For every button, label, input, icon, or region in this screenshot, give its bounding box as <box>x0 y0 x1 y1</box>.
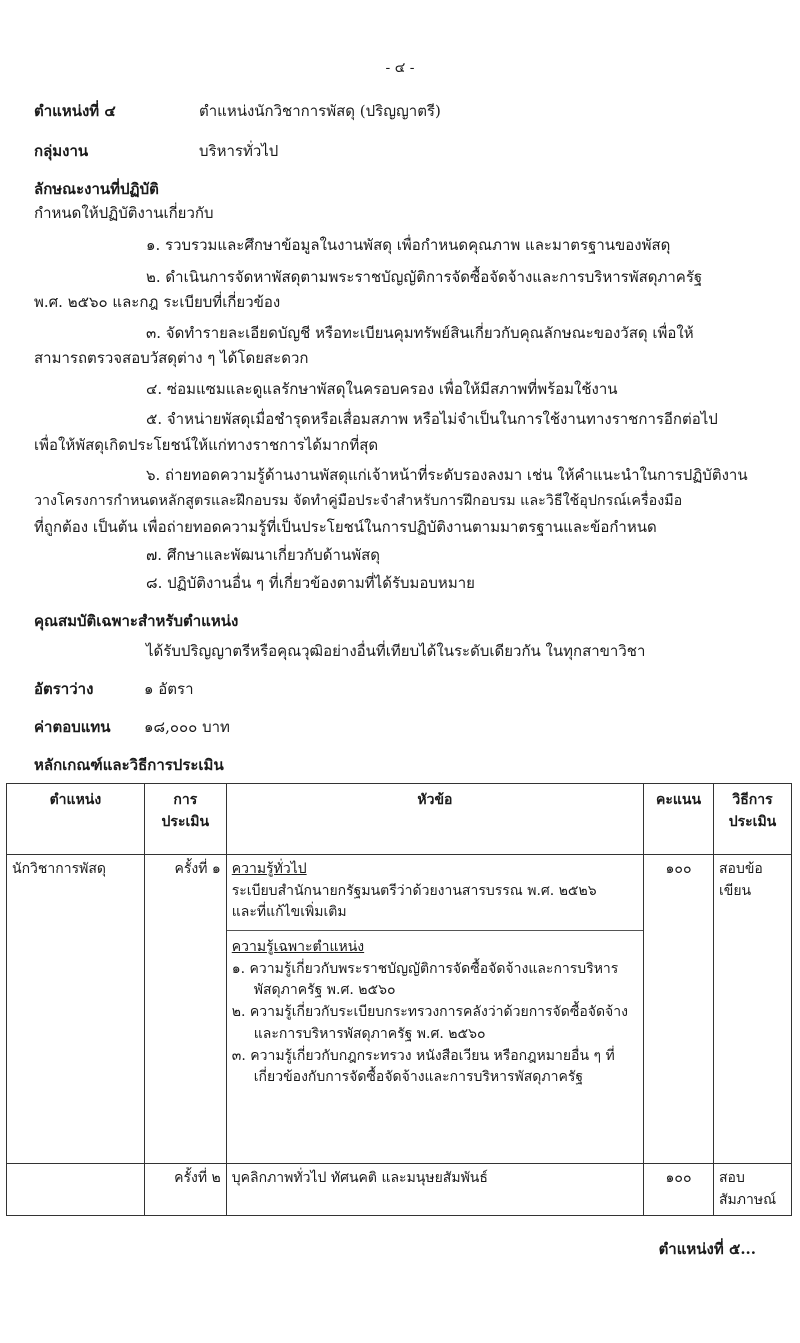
cell-round1: ครั้งที่ ๑ <box>144 855 226 1164</box>
cell-round1-topics <box>226 855 643 1164</box>
cell-round1-method: สอบข้อเขียน <box>714 855 792 1164</box>
page-number: - ๔ - <box>385 60 415 76</box>
table-row <box>7 1164 792 1216</box>
duty-line: ๘. ปฏิบัติงานอื่น ๆ ที่เกี่ยวข้องตามที่ได้รับมอบหมาย <box>146 574 475 592</box>
specific-knowledge-block <box>227 930 643 1089</box>
position-row <box>34 100 441 123</box>
general-knowledge-line: และที่แก้ไขเพิ่มเติม <box>231 904 347 921</box>
duty-line: ๒. ดำเนินการจัดหาพัสดุตามพระราชบัญญัติการจัดซื้อจัดจ้างและการบริหารพัสดุภาครัฐ <box>146 268 703 286</box>
cell-round1-score: ๑๐๐ <box>644 855 714 1164</box>
header-method <box>714 784 792 855</box>
criteria-heading: หลักเกณฑ์และวิธีการประเมิน <box>34 756 224 774</box>
header-score: คะแนน <box>644 784 714 855</box>
duties-intro: กำหนดให้ปฏิบัติงานเกี่ยวกับ <box>34 204 214 222</box>
cell-round2-topic: บุคลิกภาพทั่วไป ทัศนคติ และมนุษยสัมพันธ์ <box>226 1164 643 1216</box>
qualification-text: ได้รับปริญญาตรีหรือคุณวุฒิอย่างอื่นที่เทียบได้ในระดับเดียวกัน ในทุกสาขาวิชา <box>146 642 646 660</box>
general-knowledge-title: ความรู้ทั่วไป <box>231 861 307 877</box>
salary-row <box>34 716 230 739</box>
header-evaluation: การประเมิน <box>144 784 226 855</box>
evaluation-table <box>6 783 792 1216</box>
duties-heading: ลักษณะงานที่ปฏิบัติ <box>34 180 159 198</box>
duty-line: วางโครงการกำหนดหลักสูตรและฝึกอบรม จัดทำคู่มือประจำสำหรับการฝึกอบรม และวิธีใช้อุปกรณ์เครื่องมือ <box>34 493 683 509</box>
duty-line: ๔. ซ่อมแซมและดูแลรักษาพัสดุในครอบครอง เพื่อให้มีสภาพที่พร้อมใช้งาน <box>146 380 618 398</box>
duty-line: เพื่อให้พัสดุเกิดประโยชน์ให้แก่ทางราชการได้มากที่สุด <box>34 436 379 454</box>
cell-round2-score: ๑๐๐ <box>644 1164 714 1216</box>
vacancy-value: ๑ อัตรา <box>144 680 194 698</box>
duty-line: ๗. ศึกษาและพัฒนาเกี่ยวกับด้านพัสดุ <box>146 546 380 564</box>
salary-value: ๑๘,๐๐๐ บาท <box>144 718 230 736</box>
general-knowledge-line: ระเบียบสำนักนายกรัฐมนตรีว่าด้วยงานสารบรรณ พ.ศ. ๒๕๒๖ <box>231 882 597 899</box>
duty-line: พ.ศ. ๒๕๖๐ และกฎ ระเบียบที่เกี่ยวข้อง <box>34 293 281 311</box>
next-page-marker: ตำแหน่งที่ ๕... <box>658 1240 756 1258</box>
specific-knowledge-title: ความรู้เฉพาะตำแหน่ง <box>231 939 365 956</box>
group-label: กลุ่มงาน <box>34 142 89 160</box>
vacancy-label: อัตราว่าง <box>34 680 94 698</box>
position-label: ตำแหน่งที่ ๔ <box>34 102 116 120</box>
duty-line: ๖. ถ่ายทอดความรู้ด้านงานพัสดุแก่เจ้าหน้าที่ระดับรองลงมา เช่น ให้คำแนะนำในการปฏิบัติงาน <box>146 466 748 484</box>
cell-round2-method: สอบสัมภาษณ์ <box>714 1164 792 1216</box>
table-row <box>7 855 792 1164</box>
qualification-heading: คุณสมบัติเฉพาะสำหรับตำแหน่ง <box>34 612 239 630</box>
specific-knowledge-item: ๒. ความรู้เกี่ยวกับระเบียบกระทรวงการคลังว่าด้วยการจัดซื้อจัดจ้างและการบริหารพัสดุภาครัฐ พ.ศ. ๒๕๖๐ <box>231 1004 628 1042</box>
duty-line: ๓. จัดทำรายละเอียดบัญชี หรือทะเบียนคุมทรัพย์สินเกี่ยวกับคุณลักษณะของวัสดุ เพื่อให้ <box>146 324 694 342</box>
cell-round2: ครั้งที่ ๒ <box>144 1164 226 1216</box>
duty-line: ๑. รวบรวมและศึกษาข้อมูลในงานพัสดุ เพื่อกำหนดคุณภาพ และมาตรฐานของพัสดุ <box>146 236 671 254</box>
header-method-line2: ประเมิน <box>728 813 777 830</box>
specific-knowledge-item: ๑. ความรู้เกี่ยวกับพระราชบัญญัติการจัดซื้อจัดจ้างและการบริหารพัสดุภาครัฐ พ.ศ. ๒๕๖๐ <box>231 960 619 999</box>
group-value: บริหารทั่วไป <box>199 142 279 160</box>
header-topic: หัวข้อ <box>226 784 643 855</box>
header-position: ตำแหน่ง <box>7 784 145 855</box>
duty-line: ๕. จำหน่ายพัสดุเมื่อชำรุดหรือเสื่อมสภาพ หรือไม่จำเป็นในการใช้งานทางราชการอีกต่อไป <box>146 410 718 428</box>
specific-knowledge-item: ๓. ความรู้เกี่ยวกับกฎกระทรวง หนังสือเวียน หรือกฎหมายอื่น ๆ ที่เกี่ยวข้องกับการจัดซื้อจัดจ้างและการบริหารพัสดุภาครัฐ <box>231 1047 615 1086</box>
salary-label: ค่าตอบแทน <box>34 718 111 736</box>
vacancy-row <box>34 678 194 701</box>
cell-position: นักวิชาการพัสดุ <box>7 855 145 1164</box>
table-header-row <box>7 784 792 855</box>
position-value: ตำแหน่งนักวิชาการพัสดุ (ปริญญาตรี) <box>199 102 441 120</box>
header-method-line1: วิธีการ <box>732 792 773 808</box>
duty-line: ที่ถูกต้อง เป็นต้น เพื่อถ่ายทอดความรู้ที่เป็นประโยชน์ในการปฏิบัติงานตามมาตรฐานและข้อกำหนด <box>34 518 657 536</box>
duty-line: สามารถตรวจสอบวัสดุต่าง ๆ ได้โดยสะดวก <box>34 349 309 367</box>
cell-position-empty <box>7 1164 145 1216</box>
group-row <box>34 140 278 163</box>
